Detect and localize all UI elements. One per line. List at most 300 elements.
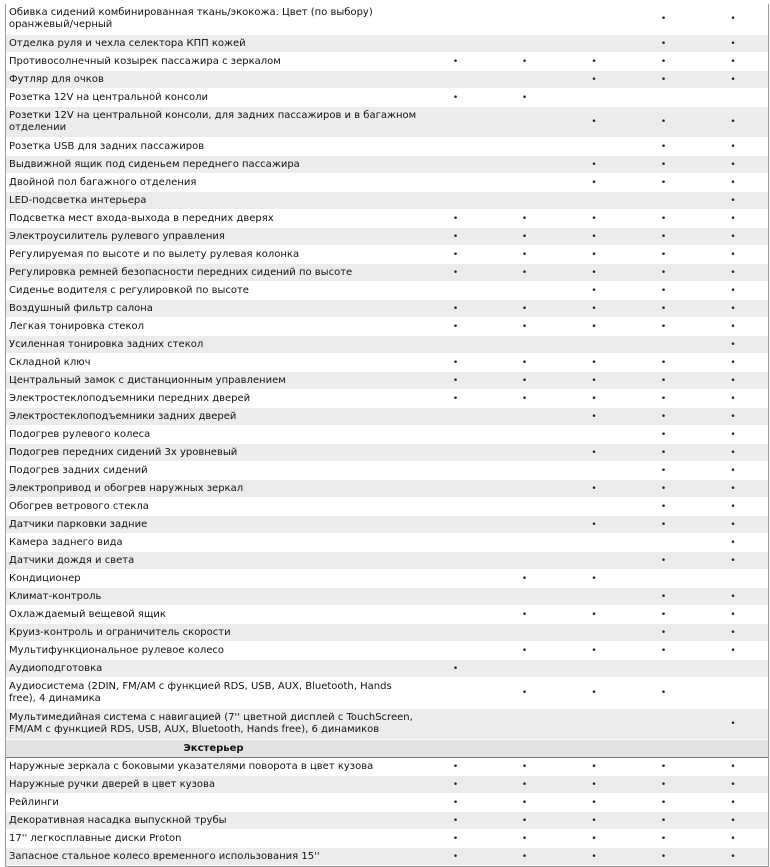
table-row	[6, 848, 768, 866]
trim-availability-cell: •	[559, 300, 629, 318]
trim-availability-cell: •	[698, 444, 768, 462]
table-row	[6, 138, 768, 156]
trim-availability-cell	[421, 516, 490, 534]
trim-availability-cell: •	[559, 758, 629, 776]
trim-availability-cell	[559, 462, 629, 480]
trim-availability-cell	[559, 709, 629, 740]
trim-availability-cell	[629, 570, 698, 588]
feature-name-cell: Розетки 12V на центральной консоли, для задних пассажиров и в багажном отделении	[6, 107, 421, 138]
feature-name-cell: Сиденье водителя с регулировкой по высоте	[6, 282, 421, 300]
trim-availability-cell: •	[490, 390, 559, 408]
trim-availability-cell: •	[629, 480, 698, 498]
trim-availability-cell: •	[698, 300, 768, 318]
trim-availability-cell: •	[698, 588, 768, 606]
trim-availability-cell: •	[629, 462, 698, 480]
trim-availability-cell: •	[698, 336, 768, 354]
trim-availability-cell	[559, 4, 629, 35]
table-row	[6, 534, 768, 552]
feature-name-cell: Регулируемая по высоте и по вылету рулевая колонка	[6, 246, 421, 264]
table-row	[6, 426, 768, 444]
feature-name-cell: Обивка сидений комбинированная ткань/экокожа. Цвет (по выбору) оранжевый/черный	[6, 4, 421, 35]
trim-availability-cell: •	[629, 606, 698, 624]
feature-name-cell: Розетка USB для задних пассажиров	[6, 138, 421, 156]
trim-availability-cell	[421, 426, 490, 444]
trim-availability-cell: •	[629, 4, 698, 35]
trim-availability-cell: •	[559, 264, 629, 282]
trim-availability-cell	[629, 709, 698, 740]
table-row	[6, 89, 768, 107]
feature-name-cell: Аудиосистема (2DIN, FM/AM с функцией RDS, USB, AUX, Bluetooth, Hands free), 4 динамика	[6, 678, 421, 709]
trim-availability-cell: •	[490, 830, 559, 848]
table-row	[6, 354, 768, 372]
trim-availability-cell: •	[698, 758, 768, 776]
trim-availability-cell: •	[559, 794, 629, 812]
trim-availability-cell: •	[559, 848, 629, 866]
table-row	[6, 228, 768, 246]
trim-availability-cell: •	[629, 678, 698, 709]
feature-name-cell: Рейлинги	[6, 794, 421, 812]
trim-availability-cell: •	[629, 830, 698, 848]
feature-name-cell: Усиленная тонировка задних стекол	[6, 336, 421, 354]
trim-availability-cell: •	[698, 35, 768, 53]
trim-availability-cell	[490, 107, 559, 138]
equipment-table	[6, 4, 768, 866]
table-row	[6, 642, 768, 660]
trim-availability-cell: •	[559, 318, 629, 336]
trim-availability-cell	[490, 516, 559, 534]
table-row	[6, 570, 768, 588]
trim-availability-cell: •	[421, 848, 490, 866]
trim-availability-cell: •	[629, 282, 698, 300]
trim-availability-cell: •	[629, 53, 698, 71]
section-title: Экстерьер	[6, 740, 421, 758]
trim-availability-cell: •	[421, 794, 490, 812]
feature-name-cell: Подогрев задних сидений	[6, 462, 421, 480]
trim-availability-cell: •	[629, 156, 698, 174]
feature-name-cell: Легкая тонировка стекол	[6, 318, 421, 336]
section-empty-cell	[629, 740, 698, 758]
feature-name-cell: Камера заднего вида	[6, 534, 421, 552]
table-row	[6, 35, 768, 53]
trim-availability-cell: •	[490, 848, 559, 866]
table-row	[6, 336, 768, 354]
trim-availability-cell	[421, 624, 490, 642]
trim-availability-cell: •	[698, 174, 768, 192]
trim-availability-cell: •	[629, 426, 698, 444]
trim-availability-cell: •	[698, 372, 768, 390]
trim-availability-cell: •	[490, 300, 559, 318]
feature-name-cell: Воздушный фильтр салона	[6, 300, 421, 318]
feature-name-cell: Центральный замок с дистанционным управлением	[6, 372, 421, 390]
trim-availability-cell	[421, 606, 490, 624]
trim-availability-cell: •	[559, 678, 629, 709]
table-row	[6, 192, 768, 210]
trim-availability-cell	[559, 336, 629, 354]
table-row	[6, 444, 768, 462]
trim-availability-cell: •	[698, 642, 768, 660]
trim-availability-cell: •	[629, 246, 698, 264]
trim-availability-cell	[629, 192, 698, 210]
trim-availability-cell: •	[698, 776, 768, 794]
table-row	[6, 624, 768, 642]
trim-availability-cell	[490, 192, 559, 210]
trim-availability-cell: •	[698, 848, 768, 866]
trim-availability-cell: •	[559, 372, 629, 390]
trim-availability-cell: •	[629, 390, 698, 408]
feature-name-cell: Футляр для очков	[6, 71, 421, 89]
trim-availability-cell: •	[698, 426, 768, 444]
table-row	[6, 606, 768, 624]
trim-availability-cell: •	[698, 624, 768, 642]
trim-availability-cell	[559, 660, 629, 678]
trim-availability-cell: •	[559, 408, 629, 426]
trim-availability-cell: •	[629, 264, 698, 282]
table-row	[6, 210, 768, 228]
trim-availability-cell: •	[629, 300, 698, 318]
trim-availability-cell	[490, 624, 559, 642]
trim-availability-cell	[421, 282, 490, 300]
feature-name-cell: Складной ключ	[6, 354, 421, 372]
trim-availability-cell	[421, 107, 490, 138]
trim-availability-cell: •	[698, 71, 768, 89]
trim-availability-cell: •	[559, 606, 629, 624]
trim-availability-cell: •	[629, 444, 698, 462]
trim-availability-cell: •	[629, 588, 698, 606]
feature-name-cell: Подсветка мест входа-выхода в передних дверях	[6, 210, 421, 228]
feature-name-cell: Электропривод и обогрев наружных зеркал	[6, 480, 421, 498]
trim-availability-cell	[698, 678, 768, 709]
table-row	[6, 516, 768, 534]
trim-availability-cell	[421, 35, 490, 53]
trim-availability-cell: •	[559, 282, 629, 300]
trim-availability-cell: •	[559, 444, 629, 462]
feature-name-cell: Выдвижной ящик под сиденьем переднего пассажира	[6, 156, 421, 174]
feature-name-cell: Декоративная насадка выпускной трубы	[6, 812, 421, 830]
table-row	[6, 372, 768, 390]
trim-availability-cell: •	[629, 552, 698, 570]
trim-availability-cell	[421, 588, 490, 606]
trim-availability-cell: •	[698, 228, 768, 246]
trim-availability-cell: •	[421, 264, 490, 282]
table-row	[6, 174, 768, 192]
table-row	[6, 408, 768, 426]
trim-availability-cell	[629, 89, 698, 107]
table-row	[6, 300, 768, 318]
trim-availability-cell	[490, 444, 559, 462]
trim-availability-cell	[490, 462, 559, 480]
trim-availability-cell: •	[559, 642, 629, 660]
table-row	[6, 462, 768, 480]
trim-availability-cell: •	[490, 606, 559, 624]
trim-availability-cell	[490, 35, 559, 53]
feature-name-cell: Климат-контроль	[6, 588, 421, 606]
table-row	[6, 660, 768, 678]
trim-availability-cell: •	[629, 624, 698, 642]
trim-availability-cell: •	[629, 107, 698, 138]
section-empty-cell	[698, 740, 768, 758]
feature-name-cell: Обогрев ветрового стекла	[6, 498, 421, 516]
trim-availability-cell: •	[490, 264, 559, 282]
trim-availability-cell	[490, 588, 559, 606]
feature-name-cell: Электроусилитель рулевого управления	[6, 228, 421, 246]
trim-availability-cell	[421, 4, 490, 35]
feature-name-cell: 17'' легкосплавные диски Proton	[6, 830, 421, 848]
feature-name-cell: Охлаждаемый вещевой ящик	[6, 606, 421, 624]
trim-availability-cell	[421, 480, 490, 498]
feature-name-cell: Мультифункциональное рулевое колесо	[6, 642, 421, 660]
table-row	[6, 552, 768, 570]
feature-name-cell: Мультимедийная система с навигацией (7'' цветной дисплей с TouchScreen, FM/AM с функцией RDS, USB, AUX, Bluetooth, Hands free), 6 динамиков	[6, 709, 421, 740]
feature-name-cell: Датчики парковки задние	[6, 516, 421, 534]
trim-availability-cell: •	[698, 516, 768, 534]
feature-name-cell: Противосолнечный козырек пассажира с зеркалом	[6, 53, 421, 71]
trim-availability-cell: •	[698, 812, 768, 830]
trim-availability-cell	[421, 570, 490, 588]
table-row	[6, 812, 768, 830]
feature-name-cell: Датчики дождя и света	[6, 552, 421, 570]
table-row	[6, 498, 768, 516]
trim-availability-cell: •	[559, 390, 629, 408]
table-row	[6, 776, 768, 794]
trim-availability-cell: •	[698, 794, 768, 812]
table-row	[6, 480, 768, 498]
table-row	[6, 794, 768, 812]
trim-availability-cell: •	[490, 210, 559, 228]
trim-availability-cell: •	[490, 53, 559, 71]
feature-name-cell: Регулировка ремней безопасности передних сидений по высоте	[6, 264, 421, 282]
trim-availability-cell: •	[490, 228, 559, 246]
feature-name-cell: Аудиоподготовка	[6, 660, 421, 678]
feature-name-cell: Подогрев рулевого колеса	[6, 426, 421, 444]
feature-name-cell: Круиз-контроль и ограничитель скорости	[6, 624, 421, 642]
trim-availability-cell	[559, 426, 629, 444]
table-row	[6, 678, 768, 709]
trim-availability-cell: •	[698, 830, 768, 848]
trim-availability-cell: •	[629, 848, 698, 866]
trim-availability-cell: •	[698, 4, 768, 35]
trim-availability-cell: •	[559, 210, 629, 228]
trim-availability-cell: •	[629, 408, 698, 426]
trim-availability-cell	[490, 660, 559, 678]
trim-availability-cell: •	[559, 830, 629, 848]
trim-availability-cell	[421, 498, 490, 516]
feature-name-cell: Двойной пол багажного отделения	[6, 174, 421, 192]
trim-availability-cell: •	[490, 776, 559, 794]
trim-availability-cell: •	[698, 709, 768, 740]
section-empty-cell	[559, 740, 629, 758]
trim-availability-cell: •	[421, 758, 490, 776]
table-row	[6, 588, 768, 606]
trim-availability-cell	[421, 534, 490, 552]
trim-availability-cell: •	[559, 107, 629, 138]
trim-availability-cell: •	[559, 480, 629, 498]
trim-availability-cell	[490, 336, 559, 354]
feature-name-cell: Кондиционер	[6, 570, 421, 588]
trim-availability-cell	[490, 480, 559, 498]
section-empty-cell	[421, 740, 490, 758]
trim-availability-cell: •	[421, 812, 490, 830]
trim-availability-cell	[421, 138, 490, 156]
trim-availability-cell	[559, 498, 629, 516]
table-row	[6, 107, 768, 138]
trim-availability-cell: •	[698, 107, 768, 138]
table-row	[6, 71, 768, 89]
trim-availability-cell: •	[629, 138, 698, 156]
trim-availability-cell: •	[559, 71, 629, 89]
feature-name-cell: Подогрев передних сидений 3х уровневый	[6, 444, 421, 462]
trim-availability-cell: •	[698, 462, 768, 480]
trim-availability-cell: •	[490, 678, 559, 709]
trim-availability-cell: •	[698, 354, 768, 372]
trim-availability-cell: •	[629, 372, 698, 390]
table-row	[6, 709, 768, 740]
trim-availability-cell: •	[698, 192, 768, 210]
trim-availability-cell: •	[490, 642, 559, 660]
table-row	[6, 264, 768, 282]
feature-name-cell: Отделка руля и чехла селектора КПП кожей	[6, 35, 421, 53]
table-row	[6, 4, 768, 35]
trim-availability-cell	[559, 89, 629, 107]
trim-availability-cell: •	[421, 390, 490, 408]
trim-availability-cell: •	[698, 552, 768, 570]
trim-availability-cell: •	[629, 71, 698, 89]
trim-availability-cell	[490, 282, 559, 300]
trim-availability-cell: •	[629, 318, 698, 336]
trim-availability-cell	[559, 534, 629, 552]
trim-availability-cell: •	[559, 354, 629, 372]
trim-availability-cell	[421, 709, 490, 740]
trim-availability-cell: •	[698, 606, 768, 624]
trim-availability-cell	[490, 498, 559, 516]
trim-availability-cell: •	[421, 372, 490, 390]
trim-availability-cell	[559, 552, 629, 570]
trim-availability-cell: •	[559, 776, 629, 794]
trim-availability-cell	[421, 462, 490, 480]
trim-availability-cell	[490, 552, 559, 570]
trim-availability-cell: •	[559, 570, 629, 588]
trim-availability-cell: •	[559, 156, 629, 174]
table-row	[6, 53, 768, 71]
trim-availability-cell: •	[698, 210, 768, 228]
trim-availability-cell: •	[629, 228, 698, 246]
trim-availability-cell	[490, 4, 559, 35]
trim-availability-cell	[629, 660, 698, 678]
trim-availability-cell	[698, 89, 768, 107]
trim-availability-cell: •	[629, 758, 698, 776]
trim-availability-cell: •	[421, 776, 490, 794]
trim-availability-cell: •	[698, 282, 768, 300]
trim-availability-cell	[490, 174, 559, 192]
table-row	[6, 156, 768, 174]
feature-name-cell: LED-подсветка интерьера	[6, 192, 421, 210]
trim-availability-cell: •	[698, 318, 768, 336]
trim-availability-cell: •	[421, 246, 490, 264]
trim-availability-cell: •	[421, 300, 490, 318]
trim-availability-cell	[490, 71, 559, 89]
trim-availability-cell: •	[698, 480, 768, 498]
feature-name-cell: Электростеклоподъемники задних дверей	[6, 408, 421, 426]
feature-name-cell: Розетка 12V на центральной консоли	[6, 89, 421, 107]
trim-availability-cell: •	[629, 354, 698, 372]
trim-availability-cell	[421, 552, 490, 570]
trim-availability-cell	[490, 138, 559, 156]
trim-availability-cell: •	[698, 534, 768, 552]
trim-availability-cell: •	[559, 516, 629, 534]
feature-name-cell: Наружные зеркала с боковыми указателями поворота в цвет кузова	[6, 758, 421, 776]
trim-availability-cell	[421, 336, 490, 354]
trim-availability-cell: •	[490, 246, 559, 264]
feature-name-cell: Наружные ручки дверей в цвет кузова	[6, 776, 421, 794]
trim-availability-cell: •	[559, 53, 629, 71]
table-row	[6, 318, 768, 336]
trim-availability-cell: •	[559, 174, 629, 192]
trim-availability-cell: •	[629, 776, 698, 794]
equipment-table-body	[6, 4, 768, 866]
feature-name-cell: Электростеклоподъемники передних дверей	[6, 390, 421, 408]
trim-availability-cell	[421, 71, 490, 89]
trim-availability-cell	[629, 336, 698, 354]
trim-availability-cell	[559, 138, 629, 156]
trim-availability-cell	[421, 192, 490, 210]
equipment-table-container	[5, 4, 769, 867]
trim-availability-cell: •	[629, 210, 698, 228]
trim-availability-cell: •	[559, 246, 629, 264]
trim-availability-cell	[698, 570, 768, 588]
trim-availability-cell	[629, 534, 698, 552]
trim-availability-cell	[421, 408, 490, 426]
trim-availability-cell: •	[490, 812, 559, 830]
trim-availability-cell	[490, 534, 559, 552]
table-row	[6, 830, 768, 848]
trim-availability-cell: •	[698, 246, 768, 264]
trim-availability-cell: •	[421, 354, 490, 372]
trim-availability-cell: •	[629, 812, 698, 830]
trim-availability-cell: •	[698, 53, 768, 71]
feature-name-cell: Запасное стальное колесо временного использования 15''	[6, 848, 421, 866]
trim-availability-cell: •	[698, 156, 768, 174]
trim-availability-cell: •	[629, 642, 698, 660]
trim-availability-cell: •	[629, 516, 698, 534]
trim-availability-cell: •	[559, 812, 629, 830]
table-row	[6, 282, 768, 300]
trim-availability-cell: •	[629, 35, 698, 53]
trim-availability-cell: •	[421, 89, 490, 107]
trim-availability-cell: •	[698, 390, 768, 408]
trim-availability-cell	[421, 174, 490, 192]
trim-availability-cell	[421, 156, 490, 174]
trim-availability-cell: •	[421, 53, 490, 71]
trim-availability-cell: •	[629, 498, 698, 516]
trim-availability-cell: •	[698, 408, 768, 426]
trim-availability-cell	[559, 624, 629, 642]
trim-availability-cell: •	[490, 570, 559, 588]
section-empty-cell	[490, 740, 559, 758]
trim-availability-cell	[490, 408, 559, 426]
trim-availability-cell: •	[421, 318, 490, 336]
trim-availability-cell: •	[698, 498, 768, 516]
trim-availability-cell	[490, 426, 559, 444]
table-row	[6, 758, 768, 776]
trim-availability-cell: •	[698, 138, 768, 156]
trim-availability-cell: •	[490, 758, 559, 776]
trim-availability-cell: •	[698, 264, 768, 282]
trim-availability-cell: •	[421, 830, 490, 848]
trim-availability-cell: •	[421, 660, 490, 678]
trim-availability-cell: •	[490, 372, 559, 390]
table-row	[6, 246, 768, 264]
trim-availability-cell: •	[490, 89, 559, 107]
trim-availability-cell	[490, 156, 559, 174]
